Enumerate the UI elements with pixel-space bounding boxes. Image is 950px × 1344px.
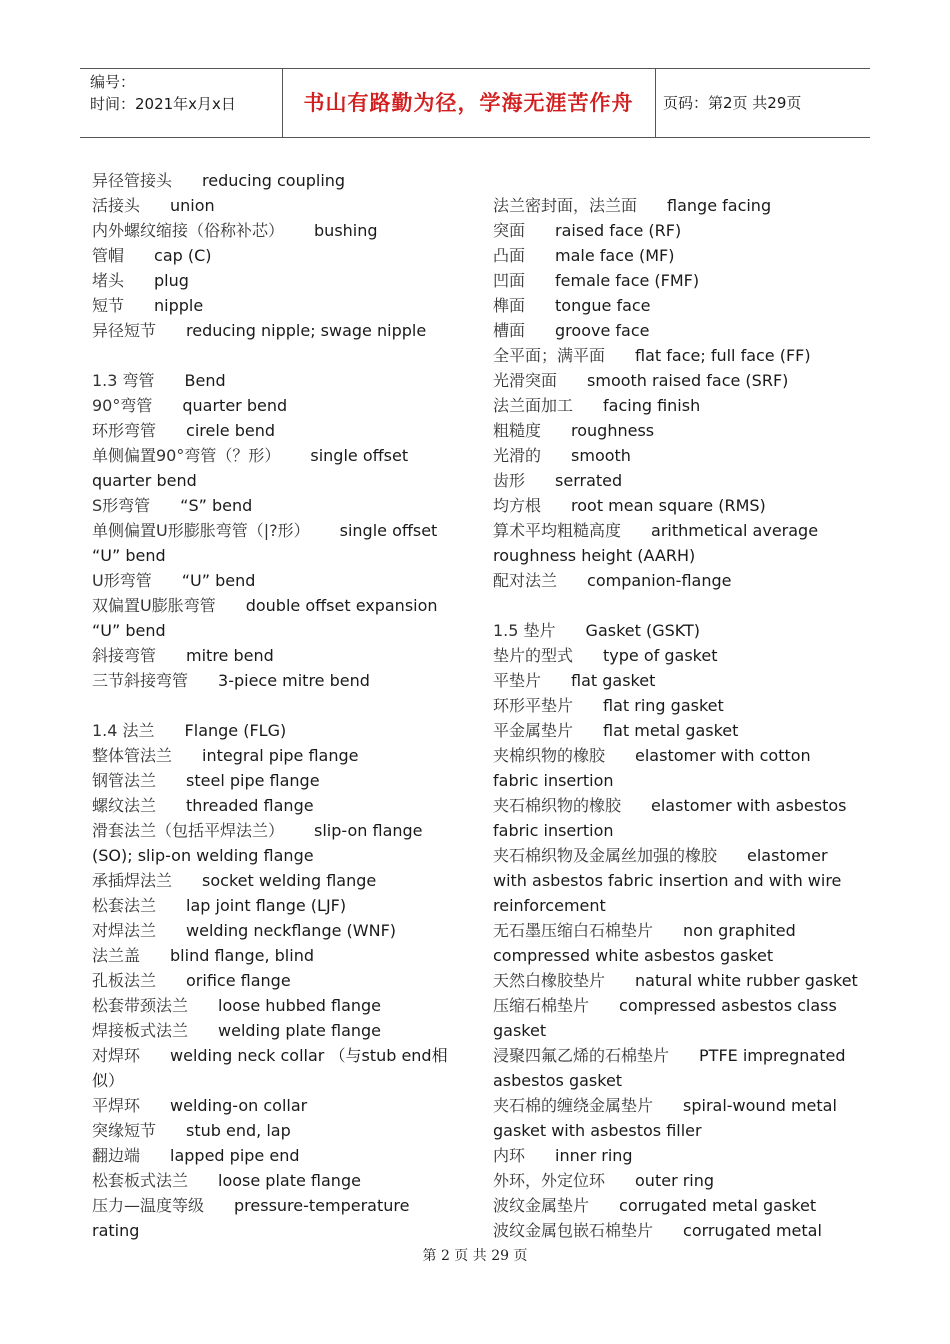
glossary-entry: [493, 718, 859, 743]
term-english: raised face (RF): [555, 221, 682, 240]
term-chinese: 光滑的: [493, 446, 542, 465]
term-english: smooth raised face (SRF): [587, 371, 789, 390]
term-chinese: 滑套法兰（包括平焊法兰）: [92, 821, 285, 840]
term-english: elastomer with asbestos fabric insertion and with wire reinforcement: [493, 846, 842, 915]
glossary-entry: [92, 1043, 458, 1093]
term-chinese: 活接头: [92, 196, 141, 215]
term-chinese: 凸面: [493, 246, 526, 265]
glossary-entry: [493, 393, 859, 418]
glossary-entry: [493, 493, 859, 518]
term-chinese: 焊接板式法兰: [92, 1021, 189, 1040]
glossary-entry: [493, 293, 859, 318]
term-chinese: 齿形: [493, 471, 526, 490]
term-english: steel pipe flange: [186, 771, 320, 790]
term-chinese: 压力—温度等级: [92, 1196, 205, 1215]
term-english: bushing: [314, 221, 378, 240]
glossary-entry: [92, 818, 458, 868]
term-chinese: 孔板法兰: [92, 971, 157, 990]
glossary-entry: [493, 218, 859, 243]
glossary-entry: [92, 168, 458, 193]
term-english: smooth: [571, 446, 631, 465]
term-chinese: 波纹金属包嵌石棉垫片: [493, 1221, 654, 1240]
term-chinese: 整体管法兰: [92, 746, 173, 765]
header-motto: 书山有路勤为径，学海无涯苦作舟: [303, 91, 634, 115]
term-english: root mean square (RMS): [571, 496, 766, 515]
term-english: non graphited compressed white asbestos gasket: [493, 921, 796, 965]
term-chinese: 双偏置U膨胀弯管: [92, 596, 216, 615]
term-chinese: 单侧偏置U形膨胀弯管（|?形）: [92, 521, 310, 540]
glossary-entry: [92, 518, 458, 568]
term-chinese: 粗糙度: [493, 421, 542, 440]
glossary-entry: [493, 268, 859, 293]
term-chinese: 异径管接头: [92, 171, 173, 190]
glossary-entry: [92, 868, 458, 893]
term-english: arithmetical average roughness height (AARH): [493, 521, 819, 565]
glossary-entry: [493, 368, 859, 393]
glossary-entry: [92, 318, 458, 343]
term-chinese: 全平面；满平面: [493, 346, 606, 365]
term-english: double offset expansion “U” bend: [92, 596, 438, 640]
term-chinese: 算术平均粗糙高度: [493, 521, 622, 540]
term-chinese: 法兰面加工: [493, 396, 574, 415]
glossary-entry: [493, 343, 859, 368]
glossary-entry: [493, 843, 859, 918]
term-chinese: 夹棉织物的橡胶: [493, 746, 606, 765]
term-english: type of gasket: [603, 646, 718, 665]
term-chinese: 对焊法兰: [92, 921, 157, 940]
term-english: 3-piece mitre bend: [218, 671, 370, 690]
term-chinese: 对焊环: [92, 1046, 141, 1065]
term-chinese: 垫片的型式: [493, 646, 574, 665]
term-chinese: 均方根: [493, 496, 542, 515]
term-english: Bend: [184, 371, 226, 390]
term-english: PTFE impregnated asbestos gasket: [493, 1046, 846, 1090]
term-english: “S” bend: [180, 496, 253, 515]
left-column: [92, 168, 458, 1243]
term-chinese: 夹石棉织物及金属丝加强的橡胶: [493, 846, 718, 865]
term-english: slip-on flange (SO); slip-on welding flange: [92, 821, 423, 865]
term-chinese: 斜接弯管: [92, 646, 157, 665]
term-english: mitre bend: [186, 646, 274, 665]
term-chinese: U形弯管: [92, 571, 152, 590]
term-english: stub end, lap: [186, 1121, 291, 1140]
term-chinese: 突面: [493, 221, 526, 240]
term-chinese: 管帽: [92, 246, 125, 265]
glossary-entry: [92, 193, 458, 218]
glossary-entry: [92, 893, 458, 918]
glossary-entry: [493, 743, 859, 793]
term-english: corrugated metal gasket: [619, 1196, 817, 1215]
term-chinese: 环形弯管: [92, 421, 157, 440]
term-chinese: 松套带颈法兰: [92, 996, 189, 1015]
term-chinese: 内环: [493, 1146, 526, 1165]
term-english: pressure-temperature rating: [92, 1196, 410, 1240]
term-english: corrugated metal: [683, 1221, 822, 1240]
term-english: inner ring: [555, 1146, 633, 1165]
term-english: Flange (FLG): [184, 721, 287, 740]
glossary-entry: [92, 568, 458, 593]
right-column: [493, 193, 859, 1243]
glossary-entry: [92, 593, 458, 643]
glossary-entry: [92, 793, 458, 818]
glossary-entry: [493, 243, 859, 268]
term-chinese: 1.3 弯管: [92, 371, 155, 390]
glossary-entry: [493, 668, 859, 693]
glossary-entry: [92, 768, 458, 793]
glossary-entry: [493, 968, 859, 993]
header-meta: [90, 71, 282, 115]
term-english: compressed asbestos class gasket: [493, 996, 837, 1040]
term-chinese: 凹面: [493, 271, 526, 290]
term-english: integral pipe flange: [202, 746, 359, 765]
glossary-entry: [493, 643, 859, 668]
term-english: loose plate flange: [218, 1171, 361, 1190]
document-number-label: 编号：: [90, 73, 136, 91]
term-english: cirele bend: [186, 421, 275, 440]
term-chinese: 浸聚四氟乙烯的石棉垫片: [493, 1046, 670, 1065]
term-chinese: 1.5 垫片: [493, 621, 556, 640]
term-english: single offset quarter bend: [92, 446, 409, 490]
term-chinese: 环形平垫片: [493, 696, 574, 715]
glossary-entry: [493, 193, 859, 218]
glossary-entry: [493, 1143, 859, 1168]
glossary-entry: [493, 1193, 859, 1218]
glossary-entry: [92, 493, 458, 518]
glossary-entry: [493, 518, 859, 568]
glossary-entry: [92, 1093, 458, 1118]
term-english: socket welding flange: [202, 871, 377, 890]
term-english: groove face: [555, 321, 650, 340]
glossary-entry: [92, 368, 458, 393]
term-english: elastomer with cotton fabric insertion: [493, 746, 811, 790]
term-english: flat metal gasket: [603, 721, 739, 740]
document-date: 时间：2021年x月x日: [90, 95, 236, 113]
page-header: [80, 68, 870, 138]
term-chinese: 承插焊法兰: [92, 871, 173, 890]
term-english: Gasket (GSKT): [585, 621, 701, 640]
term-english: flat face; full face (FF): [635, 346, 811, 365]
term-chinese: 钢管法兰: [92, 771, 157, 790]
glossary-entry: [92, 443, 458, 493]
term-chinese: 无石墨压缩白石棉垫片: [493, 921, 654, 940]
term-english: elastomer with asbestos fabric insertion: [493, 796, 847, 840]
glossary-entry: [493, 693, 859, 718]
term-chinese: 平焊环: [92, 1096, 141, 1115]
term-english: cap (C): [154, 246, 212, 265]
term-english: outer ring: [635, 1171, 715, 1190]
term-english: reducing nipple; swage nipple: [186, 321, 427, 340]
term-english: male face (MF): [555, 246, 675, 265]
term-chinese: 90°弯管: [92, 396, 153, 415]
term-english: flat ring gasket: [603, 696, 724, 715]
term-english: facing finish: [603, 396, 701, 415]
term-chinese: 榫面: [493, 296, 526, 315]
glossary-entry: [92, 943, 458, 968]
glossary-entry: [92, 918, 458, 943]
blank-line: [92, 693, 458, 718]
term-chinese: 螺纹法兰: [92, 796, 157, 815]
glossary-entry: [92, 993, 458, 1018]
term-english: union: [170, 196, 215, 215]
term-chinese: 内外螺纹缩接（俗称补芯）: [92, 221, 285, 240]
glossary-entry: [92, 1118, 458, 1143]
term-english: welding neckflange (WNF): [186, 921, 397, 940]
term-chinese: 翻边端: [92, 1146, 141, 1165]
term-english: reducing coupling: [202, 171, 346, 190]
term-english: lapped pipe end: [170, 1146, 300, 1165]
term-chinese: 松套板式法兰: [92, 1171, 189, 1190]
glossary-entry: [92, 1018, 458, 1043]
glossary-entry: [92, 668, 458, 693]
term-chinese: 外环，外定位环: [493, 1171, 606, 1190]
glossary-entry: [92, 293, 458, 318]
header-divider: [655, 69, 656, 137]
term-english: flat gasket: [571, 671, 656, 690]
term-english: tongue face: [555, 296, 651, 315]
term-english: flange facing: [667, 196, 772, 215]
glossary-entry: [493, 568, 859, 593]
glossary-entry: [493, 1218, 859, 1243]
glossary-entry: [493, 918, 859, 968]
term-chinese: 三节斜接弯管: [92, 671, 189, 690]
term-chinese: 法兰盖: [92, 946, 141, 965]
term-chinese: 夹石棉织物的橡胶: [493, 796, 622, 815]
term-chinese: 槽面: [493, 321, 526, 340]
term-english: female face (FMF): [555, 271, 700, 290]
term-english: quarter bend: [182, 396, 288, 415]
term-chinese: 平垫片: [493, 671, 542, 690]
glossary-entry: [493, 443, 859, 468]
glossary-entry: [493, 468, 859, 493]
term-english: lap joint flange (LJF): [186, 896, 347, 915]
term-english: nipple: [154, 296, 204, 315]
term-english: loose hubbed flange: [218, 996, 382, 1015]
term-chinese: 异径短节: [92, 321, 157, 340]
blank-line: [92, 343, 458, 368]
term-english: roughness: [571, 421, 655, 440]
term-english: companion-flange: [587, 571, 732, 590]
term-chinese: 1.4 法兰: [92, 721, 155, 740]
term-chinese: 波纹金属垫片: [493, 1196, 590, 1215]
glossary-entry: [493, 993, 859, 1043]
term-chinese: 突缘短节: [92, 1121, 157, 1140]
term-chinese: 单侧偏置90°弯管（？形）: [92, 446, 281, 465]
term-chinese: 光滑突面: [493, 371, 558, 390]
blank-line: [493, 593, 859, 618]
glossary-entry: [92, 243, 458, 268]
header-page-info: 页码：第2页 共29页: [663, 94, 802, 112]
term-english: threaded flange: [186, 796, 314, 815]
term-english: spiral-wound metal gasket with asbestos filler: [493, 1096, 837, 1140]
glossary-entry: [92, 393, 458, 418]
glossary-entry: [493, 618, 859, 643]
term-chinese: S形弯管: [92, 496, 151, 515]
glossary-entry: [493, 793, 859, 843]
term-english: serrated: [555, 471, 623, 490]
term-chinese: 法兰密封面，法兰面: [493, 196, 638, 215]
term-english: natural white rubber gasket: [635, 971, 858, 990]
term-english: plug: [154, 271, 189, 290]
term-english: single offset “U” bend: [92, 521, 438, 565]
term-chinese: 松套法兰: [92, 896, 157, 915]
glossary-entry: [493, 1093, 859, 1143]
term-chinese: 天然白橡胶垫片: [493, 971, 606, 990]
term-english: blind flange, blind: [170, 946, 314, 965]
glossary-entry: [92, 268, 458, 293]
glossary-entry: [493, 318, 859, 343]
term-chinese: 短节: [92, 296, 125, 315]
term-english: welding neck collar （与stub end相似）: [92, 1046, 448, 1090]
glossary-entry: [92, 1143, 458, 1168]
glossary-entry: [92, 1168, 458, 1193]
term-english: welding plate flange: [218, 1021, 382, 1040]
glossary-entry: [92, 218, 458, 243]
term-chinese: 压缩石棉垫片: [493, 996, 590, 1015]
term-english: welding-on collar: [170, 1096, 308, 1115]
term-english: “U” bend: [181, 571, 256, 590]
glossary-entry: [92, 968, 458, 993]
term-english: orifice flange: [186, 971, 291, 990]
term-chinese: 夹石棉的缠绕金属垫片: [493, 1096, 654, 1115]
glossary-entry: [493, 418, 859, 443]
term-chinese: 配对法兰: [493, 571, 558, 590]
term-chinese: 堵头: [92, 271, 125, 290]
glossary-entry: [92, 418, 458, 443]
glossary-entry: [92, 718, 458, 743]
glossary-entry: [92, 643, 458, 668]
page-footer: 第 2 页 共 29 页: [422, 1248, 528, 1264]
glossary-entry: [493, 1043, 859, 1093]
glossary-entry: [92, 1193, 458, 1243]
glossary-entry: [92, 743, 458, 768]
term-chinese: 平金属垫片: [493, 721, 574, 740]
glossary-entry: [493, 1168, 859, 1193]
